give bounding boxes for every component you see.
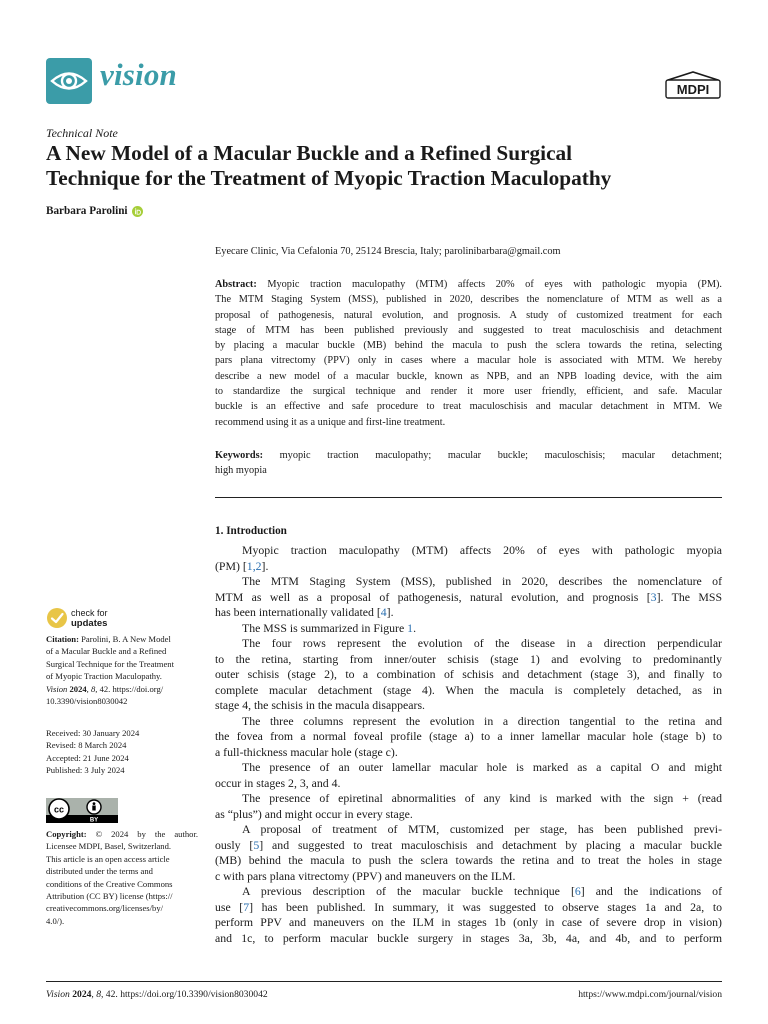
body-line: The MTM Staging System (MSS), published in 2020, describes the nomenclature of bbox=[242, 574, 722, 588]
check-for-updates-badge[interactable] bbox=[46, 605, 136, 631]
body-line: c with pars plana vitrectomy (PPV) and maneuvers on the ILM. bbox=[215, 868, 516, 883]
reference-link[interactable]: 3 bbox=[650, 589, 657, 604]
copyright-label: Copyright: bbox=[46, 829, 87, 839]
dates-block bbox=[46, 727, 198, 777]
license-link[interactable]: creativecommons.org/licenses/by/ bbox=[46, 903, 164, 914]
footer-citation: Vision 2024, 8, 42. https://doi.org/10.3390/vision8030042 bbox=[46, 989, 268, 1000]
date-published: Published: 3 July 2024 bbox=[46, 765, 125, 776]
body-line: The MSS is summarized in Figure 1. bbox=[242, 620, 417, 635]
publisher-logo bbox=[664, 70, 722, 100]
footer-doi-link[interactable]: , 42. https://doi.org/10.3390/vision8030042 bbox=[101, 989, 268, 1000]
abstract-line: proposal of pathogenesis, natural evolution, and prognosis. A study of customized treatment for each bbox=[215, 309, 722, 321]
reference-link[interactable]: 6 bbox=[574, 884, 581, 898]
footer-divider bbox=[46, 981, 722, 982]
reference-link[interactable]: 7 bbox=[243, 899, 250, 914]
abstract-line: stage of MTM has been published previously and suggested to treat maculoschisis and detachment bbox=[215, 324, 722, 336]
body-line: and 1c, to perform macular buckle surgery in stages 3a, 3b, 4a, and 4b, and to perform bbox=[215, 930, 722, 945]
reference-link[interactable]: 4 bbox=[380, 605, 387, 619]
check-updates-line: check for bbox=[71, 608, 108, 618]
body-line: perform PPV and maneuvers on the ILM in stages 1b (only in case of severe drop in vision) bbox=[215, 915, 722, 929]
citation-block: Citation: Parolini, B. A New Model of a Macular Buckle and a Refined Surgical Technique for the Treatment of Myopic Traction Maculopathy. Vision 2024, 8, 42. https://doi.org/ 10.3390/vision8030042 bbox=[46, 633, 198, 707]
body-line: MTM as well as a proposal of pathogenesis, natural evolution, and prognosis [3]. The MSS bbox=[215, 589, 722, 604]
abstract-label: Abstract: bbox=[215, 279, 257, 290]
date-accepted: Accepted: 21 June 2024 bbox=[46, 752, 129, 763]
body-line: the fovea from a normal foveal profile (stage a) to a inner lamellar macular hole (stage b) to bbox=[215, 729, 722, 743]
svg-text:cc: cc bbox=[53, 804, 65, 815]
abstract-line: recommend using it as a unique and first-line treatment. bbox=[215, 416, 446, 428]
citation-doi[interactable]: 10.3390/vision8030042 bbox=[46, 695, 128, 706]
abstract-line: to standardize the surgical technique and render it more user friendly, efficient, and safe. Macular bbox=[215, 386, 722, 398]
copyright-block: Copyright: © 2024 by the author. Licensee MDPI, Basel, Switzerland. This article is an open access article distributed under the terms and conditions of the Creative Commons Attribution (CC BY) license (https:// creativecommons.org/licenses/by/ 4.0/). bbox=[46, 829, 198, 926]
article-type: Technical Note bbox=[46, 126, 118, 140]
abstract-line: by placing a macular buckle (MB) behind the macula to push the sclera towards the retina, selecting bbox=[215, 340, 722, 352]
body-line: Myopic traction maculopathy (MTM) affects 20% of eyes with pathologic myopia bbox=[242, 543, 722, 557]
section-heading: 1. Introduction bbox=[215, 525, 287, 537]
citation-label: Citation: bbox=[46, 634, 79, 644]
keywords-line: high myopia bbox=[215, 465, 267, 477]
title-line: Technique for the Treatment of Myopic Traction Maculopathy bbox=[46, 166, 612, 190]
orcid-icon[interactable] bbox=[132, 206, 143, 217]
check-updates-line: updates bbox=[71, 618, 108, 629]
body-line: has been internationally validated [4]. bbox=[215, 605, 394, 619]
body-line: occur in stages 2, 3, and 4. bbox=[215, 775, 341, 790]
reference-link[interactable]: 1,2 bbox=[246, 558, 262, 573]
author-name[interactable]: Barbara Parolini bbox=[46, 205, 128, 217]
svg-text:BY: BY bbox=[89, 817, 99, 823]
journal-name: vision bbox=[100, 57, 177, 92]
body-line: The presence of an outer lamellar macular hole is marked as a capital O and might bbox=[242, 760, 722, 774]
body-line: (PM) [1,2]. bbox=[215, 558, 269, 573]
section-divider bbox=[215, 497, 722, 498]
keywords-label: Keywords: bbox=[215, 450, 264, 461]
body-line: complete macular detachment (stage 4). When the macula is completely detached, as in bbox=[215, 682, 722, 697]
body-line: stage 4, the schisis in the macula disappears. bbox=[215, 698, 425, 712]
body-line: outer schisis (stage 2), to a combination of schisis and detachment (stage 3), and finally to bbox=[215, 667, 722, 681]
body-line: The three columns represent the evolution in a direction tangential to the retina and bbox=[242, 713, 722, 728]
body-line: The four rows represent the evolution of the disease in a direction perpendicular bbox=[242, 636, 722, 650]
body-line: ously [5] and suggested to treat maculoschisis and detachment by placing a macular buckle bbox=[215, 837, 722, 852]
abstract-line: Abstract: Myopic traction maculopathy (MTM) affects 20% of eyes with pathologic myopia (PM). bbox=[215, 279, 722, 290]
abstract-line: pars plana vitrectomy (PPV) only in cases where a macular hole is associated with MTM. We hereby bbox=[215, 355, 722, 367]
body-line: to the retina, starting from inner/outer schisis (stage 1) and evolving to predominantly bbox=[215, 651, 722, 666]
cc-by-license-badge[interactable] bbox=[46, 798, 118, 823]
body-line: (MB) behind the macula to push the sclera towards the retina and to treat the holes in stage bbox=[215, 853, 722, 867]
affiliation: Eyecare Clinic, Via Cefalonia 70, 25124 Brescia, Italy; parolinibarbara@gmail.com bbox=[215, 246, 561, 257]
keywords bbox=[215, 448, 722, 479]
body-line: A previous description of the macular buckle technique [6] and the indications of bbox=[242, 884, 722, 898]
body-line: The presence of epiretinal abnormalities of any kind is marked with the sign + (read bbox=[242, 791, 722, 805]
reference-link[interactable]: 5 bbox=[253, 837, 260, 852]
title-line: A New Model of a Macular Buckle and a Refined Surgical bbox=[46, 141, 573, 165]
body-line: a full-thickness macular hole (stage c). bbox=[215, 744, 398, 759]
body-line: A proposal of treatment of MTM, customized per stage, has been published previ- bbox=[242, 822, 722, 836]
footer-journal-url[interactable]: https://www.mdpi.com/journal/vision bbox=[578, 989, 722, 1000]
journal-logo-icon bbox=[46, 58, 92, 104]
body-line: as “plus”) and might occur in every stage. bbox=[215, 806, 413, 821]
body-line: use [7] has been published. In summary, it was suggested to observe stages 1a and 2a, to bbox=[215, 899, 722, 914]
body-text bbox=[215, 543, 722, 946]
check-updates-icon bbox=[47, 608, 67, 628]
figure-link[interactable]: 1 bbox=[407, 620, 414, 635]
publisher-name: MDPI bbox=[676, 82, 710, 97]
abstract-line: buckle is an effective and safe procedure to treat maculoschisis and macular detachment in MTM. We bbox=[215, 401, 722, 413]
abstract-line: describe a new model of a macular buckle, known as NPB, and an NPB loading device, with the aim bbox=[215, 370, 722, 382]
article-title bbox=[46, 141, 736, 191]
abstract-line: The MTM Staging System (MSS), published in 2020, describes the nomenclature of MTM as well as a bbox=[215, 294, 722, 306]
date-received: Received: 30 January 2024 bbox=[46, 728, 140, 738]
keywords-line: Keywords: myopic traction maculopathy; macular buckle; maculoschisis; macular detachment; bbox=[215, 450, 722, 461]
abstract bbox=[215, 277, 722, 430]
author-line bbox=[46, 205, 143, 217]
date-revised: Revised: 8 March 2024 bbox=[46, 740, 127, 751]
